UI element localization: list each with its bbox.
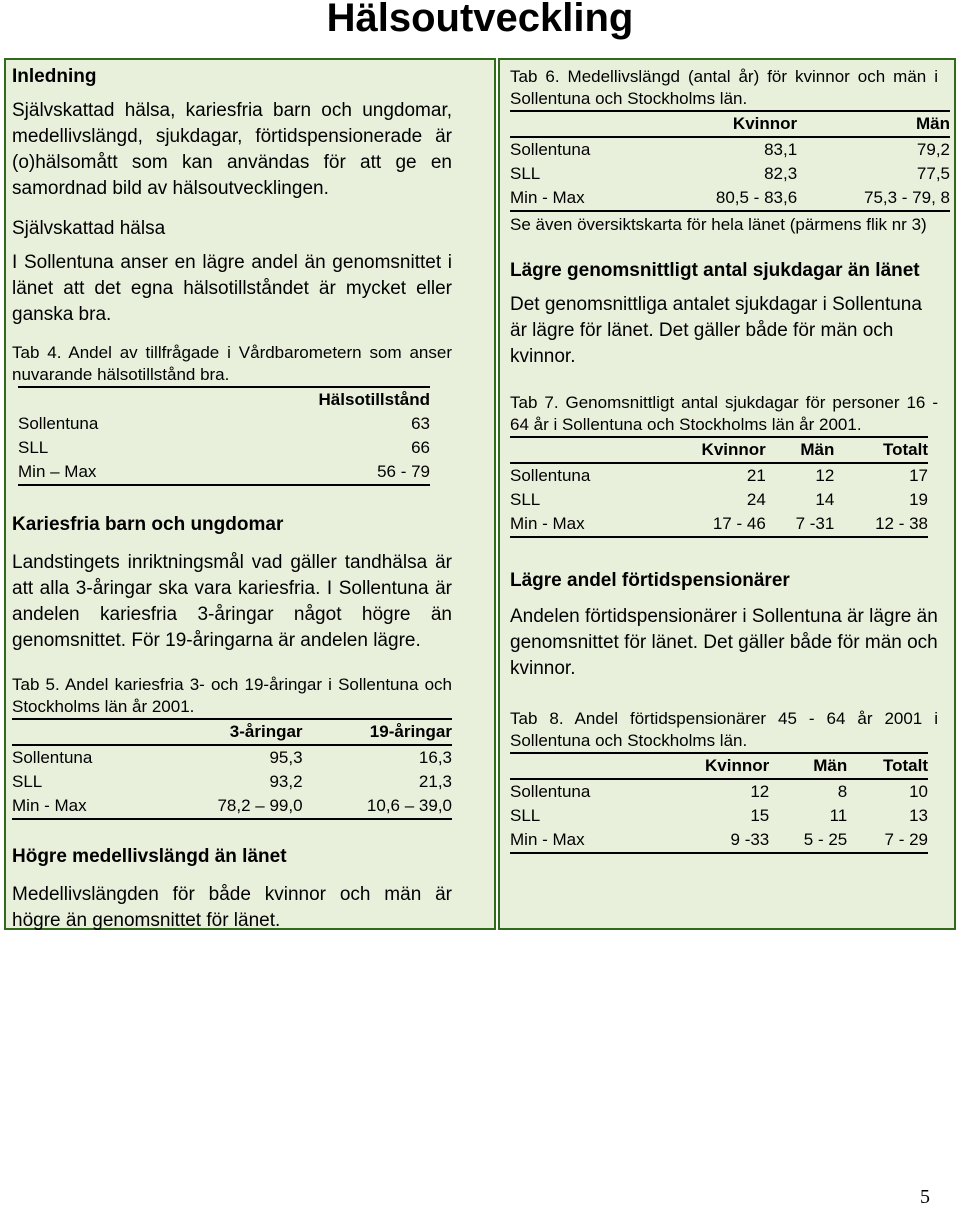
table-row [510, 186, 950, 211]
tab7-cell: 17 - 46 [712, 514, 766, 533]
left-column [12, 62, 452, 934]
tab8-cell: 9 -33 [730, 830, 770, 849]
tab8-cell: 15 [750, 806, 770, 825]
caries-heading: Kariesfria barn och ungdomar [12, 514, 284, 535]
table-row [18, 436, 430, 460]
pension-text: Andelen förtidspensionärer i Sollentuna är lägre än genomsnittet för länet. Det gäller både för män och kvinnor. [510, 606, 938, 679]
health-text: I Sollentuna anser en lägre andel än genomsnittet i länet att det egna hälsotillståndet är mycket eller ganska bra. [12, 252, 452, 325]
tab7-cell: Min - Max [510, 514, 585, 533]
tab4-cell: 63 [411, 414, 430, 433]
tab8-cell: 5 - 25 [803, 830, 848, 849]
tab6-header-col2: Män [916, 114, 950, 133]
tab8-caption: Tab 8. Andel förtidspensionärer 45 - 64 år 2001 i Sollentuna och Stockholms län. [510, 709, 938, 750]
tab8-cell: 8 [837, 782, 848, 801]
tab6-cell: SLL [510, 164, 541, 183]
tab4-header-col1: Hälsotillstånd [318, 390, 430, 409]
pension-heading: Lägre andel förtidspensionärer [510, 570, 790, 591]
tab4-cell: Min – Max [18, 462, 97, 481]
life-heading: Högre medellivslängd än länet [12, 846, 287, 867]
table-row [510, 488, 928, 512]
tab8-cell: Min - Max [510, 830, 585, 849]
sick-text: Det genomsnittliga antalet sjukdagar i Sollentuna är lägre för länet. Det gäller både för män och kvinnor. [510, 294, 922, 367]
tab4-caption: Tab 4. Andel av tillfrågade i Vårdbarometern som anser nuvarande hälsotillstånd bra. [12, 343, 452, 384]
tab7-cell: 12 - 38 [875, 514, 928, 533]
tab6-cell: 77,5 [916, 164, 950, 183]
tab6-cell: 79,2 [916, 140, 950, 159]
table-row [12, 770, 452, 794]
table-row [12, 794, 452, 819]
page-number: 5 [920, 1186, 930, 1208]
tab8-cell: 10 [909, 782, 928, 801]
tab8-header-col2: Män [813, 756, 848, 775]
table-row [510, 512, 928, 537]
tab8-header-col1: Kvinnor [705, 756, 770, 775]
tab4-cell: Sollentuna [18, 414, 99, 433]
intro-text: Självskattad hälsa, kariesfria barn och ungdomar, medellivslängd, sjukdagar, förtidspensionerade är (o)hälsomått som kan användas för att ge en samordnad bild av hälsoutvecklingen. [12, 100, 452, 199]
tab8-cell: SLL [510, 806, 541, 825]
tab8-header-col3: Totalt [882, 756, 928, 775]
table-row [510, 828, 928, 853]
table-row [18, 460, 430, 485]
tab4-cell: 56 - 79 [377, 462, 430, 481]
tab7-cell: 7 -31 [795, 514, 835, 533]
tab6-caption: Tab 6. Medellivslängd (antal år) för kvinnor och män i Sollentuna och Stockholms län. [510, 67, 938, 108]
tab6-cell: 83,1 [764, 140, 798, 159]
tab5-cell: 10,6 – 39,0 [366, 796, 452, 815]
tab5-cell: Min - Max [12, 796, 87, 815]
table-row [12, 745, 452, 770]
tab4-cell: SLL [18, 438, 49, 457]
tab7-header-col3: Totalt [882, 440, 928, 459]
tab6-cell: Sollentuna [510, 140, 591, 159]
intro-heading: Inledning [12, 66, 97, 87]
tab7-table [510, 436, 928, 538]
tab6-header-col1: Kvinnor [732, 114, 798, 133]
tab8-cell: 13 [909, 806, 928, 825]
table-row [510, 779, 928, 804]
table-row [510, 137, 950, 162]
table-row [510, 804, 928, 828]
table-row [510, 162, 950, 186]
tab8-cell: Sollentuna [510, 782, 591, 801]
tab5-table [12, 718, 452, 820]
tab7-cell: 19 [909, 490, 928, 509]
tab8-header-blank [510, 753, 654, 779]
tab4-table [18, 386, 430, 486]
tab5-cell: 95,3 [269, 748, 303, 767]
life-text: Medellivslängden för både kvinnor och män är högre än genomsnittet för länet. [12, 884, 452, 931]
tab4-header-blank [18, 387, 191, 412]
tab5-header-col2: 19-åringar [369, 722, 452, 741]
tab5-cell: 93,2 [269, 772, 303, 791]
tab8-cell: 12 [750, 782, 770, 801]
health-heading: Självskattad hälsa [12, 218, 166, 239]
table-row [18, 412, 430, 436]
tab8-cell: 11 [829, 806, 848, 825]
tab7-cell: 12 [815, 466, 835, 485]
tab6-cell: 80,5 - 83,6 [715, 188, 798, 207]
tab7-cell: 17 [909, 466, 928, 485]
table-row [510, 463, 928, 488]
tab6-cell: Min - Max [510, 188, 585, 207]
tab5-cell: 78,2 – 99,0 [217, 796, 303, 815]
tab5-cell: 21,3 [418, 772, 452, 791]
tab7-caption: Tab 7. Genomsnittligt antal sjukdagar för personer 16 - 64 år i Sollentuna och Stockholms län år 2001. [510, 393, 938, 434]
tab6-cell: 82,3 [764, 164, 798, 183]
tab4-cell: 66 [411, 438, 430, 457]
sick-heading: Lägre genomsnittligt antal sjukdagar än länet [510, 260, 920, 281]
tab7-cell: 24 [746, 490, 766, 509]
page-title: Hälsoutveckling [326, 0, 634, 40]
tab7-header-blank [510, 437, 652, 463]
tab7-cell: 21 [746, 466, 766, 485]
tab7-cell: 14 [815, 490, 835, 509]
tab6-table [510, 110, 950, 212]
tab5-cell: Sollentuna [12, 748, 93, 767]
tab8-cell: 7 - 29 [884, 830, 928, 849]
tab7-cell: Sollentuna [510, 466, 591, 485]
tab6-header-blank [510, 111, 653, 137]
tab5-header-blank [12, 719, 153, 745]
tab5-caption: Tab 5. Andel kariesfria 3- och 19-åringar i Sollentuna och Stockholms län år 2001. [12, 675, 452, 716]
tab6-note: Se även översiktskarta för hela länet (pärmens flik nr 3) [510, 215, 927, 234]
tab8-table [510, 752, 928, 854]
tab6-cell: 75,3 - 79, 8 [863, 188, 950, 207]
tab5-cell: 16,3 [418, 748, 452, 767]
tab7-cell: SLL [510, 490, 541, 509]
right-column [510, 62, 950, 854]
tab7-header-col2: Män [800, 440, 835, 459]
tab5-cell: SLL [12, 772, 43, 791]
tab7-header-col1: Kvinnor [701, 440, 766, 459]
tab5-header-col1: 3-åringar [229, 722, 303, 741]
caries-text: Landstingets inriktningsmål vad gäller tandhälsa är att alla 3-åringar ska vara kariesfria. I Sollentuna är andelen kariesfria 3-åringar något högre än genomsnittet. För 19-åringarna är andelen lägre. [12, 552, 452, 651]
